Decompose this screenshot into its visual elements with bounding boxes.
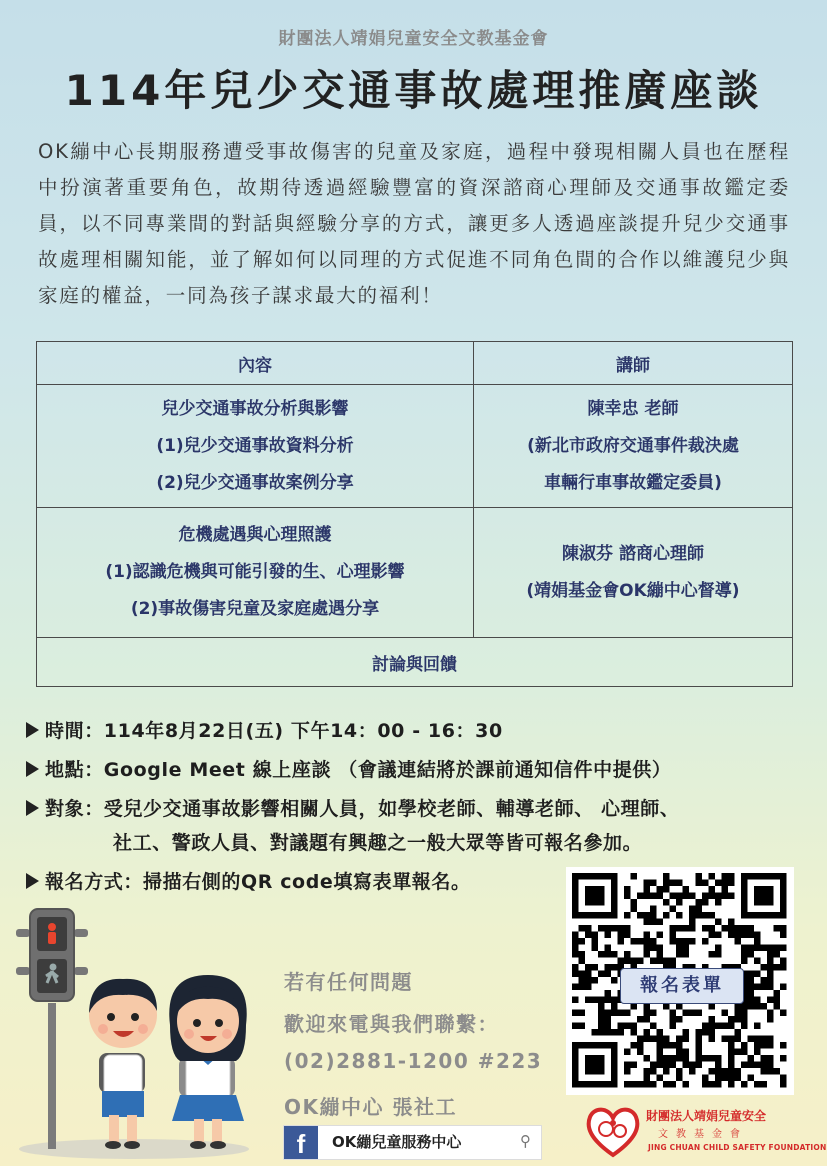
- audience-text: 對象：受兒少交通事故影響相關人員，如學校老師、輔導老師、 心理師、: [45, 798, 680, 820]
- session-content: [37, 385, 474, 508]
- table-row: [37, 385, 793, 508]
- session-topic: 兒少交通事故分析與影響: [161, 398, 349, 419]
- info-location: [26, 755, 672, 782]
- children-traffic-light-illustration: [14, 905, 274, 1161]
- table-row: [37, 638, 793, 687]
- arrow-icon: [26, 800, 39, 816]
- session-item: (2)事故傷害兒童及家庭處遇分享: [130, 599, 380, 619]
- search-icon: ⚲: [520, 1132, 531, 1150]
- arrow-icon: [26, 873, 39, 889]
- contact-phone: (02)2881-1200 #223: [284, 1049, 543, 1073]
- info-time: [26, 716, 503, 743]
- heart-logo-icon: [584, 1103, 642, 1161]
- qr-label: 報名表單: [620, 968, 744, 1004]
- session-item: (1)兒少交通事故資料分析: [156, 435, 354, 456]
- session-speaker: [474, 508, 793, 638]
- session-content: [37, 508, 474, 638]
- signup-text: 報名方式：掃描右側的QR code填寫表單報名。: [45, 871, 471, 893]
- speaker-title: 車輛行車事故鑑定委員): [544, 472, 722, 493]
- session-item: (1)認識危機與可能引發的生、心理影響: [105, 562, 405, 582]
- logo-subtitle: 文教基金會: [658, 1129, 748, 1140]
- contact-line: 若有任何問題: [284, 970, 413, 994]
- facebook-page-bar[interactable]: [283, 1125, 542, 1160]
- arrow-icon: [26, 722, 39, 738]
- schedule-table: [36, 341, 793, 687]
- foundation-logo: [584, 1103, 827, 1161]
- facebook-page-name: OK繃兒童服務中心: [332, 1133, 462, 1151]
- session-item: (2)兒少交通事故案例分享: [156, 472, 354, 493]
- contact-person: OK繃中心 張社工: [284, 1095, 457, 1119]
- info-audience-cont: [113, 828, 642, 855]
- table-header-row: [37, 342, 793, 385]
- logo-english: JING CHUAN CHILD SAFETY FOUNDATION: [648, 1143, 827, 1152]
- info-audience: [26, 794, 679, 821]
- intro-paragraph: OK繃中心長期服務遭受事故傷害的兒童及家庭，過程中發現相關人員也在歷程中扮演著重要角色，故期待透過經驗豐富的資深諮商心理師及交通事故鑑定委員，以不同專業間的對話與經驗分享的方式，讓更多人透過座談提升兒少交通事故處理相關知能，並了解如何以同理的方式促進不同角色間的合作以維護兒少與家庭的權益，一同為孩子謀求最大的福利！: [38, 140, 790, 307]
- speaker-title: (靖娟基金會OK繃中心督導): [526, 580, 740, 601]
- header-speaker: 講師: [474, 342, 793, 385]
- info-signup: [26, 867, 471, 894]
- speaker-title: (新北市政府交通事件裁決處: [527, 435, 739, 456]
- organization-name: 財團法人靖娟兒童安全文教基金會: [278, 29, 549, 49]
- speaker-name: 陳幸忠 老師: [587, 398, 679, 419]
- audience-text-cont: 社工、警政人員、對議題有興趣之一般大眾等皆可報名參加。: [113, 832, 643, 854]
- table-row: [37, 508, 793, 638]
- contact-line: 歡迎來電與我們聯繫：: [284, 1012, 499, 1036]
- speaker-name: 陳淑芬 諮商心理師: [562, 543, 704, 564]
- time-text: 時間：114年8月22日(五) 下午14：00 - 16：30: [45, 720, 503, 742]
- closing-session: 討論與回饋: [37, 638, 793, 687]
- arrow-icon: [26, 761, 39, 777]
- session-speaker: [474, 385, 793, 508]
- header-content: 內容: [37, 342, 474, 385]
- session-topic: 危機處遇與心理照護: [178, 525, 332, 545]
- facebook-icon: f: [284, 1126, 318, 1159]
- logo-name: 財團法人靖娟兒童安全: [646, 1109, 767, 1123]
- page-title: 114年兒少交通事故處理推廣座談: [64, 66, 763, 115]
- location-text: 地點：Google Meet 線上座談 （會議連結將於課前通知信件中提供）: [45, 759, 672, 781]
